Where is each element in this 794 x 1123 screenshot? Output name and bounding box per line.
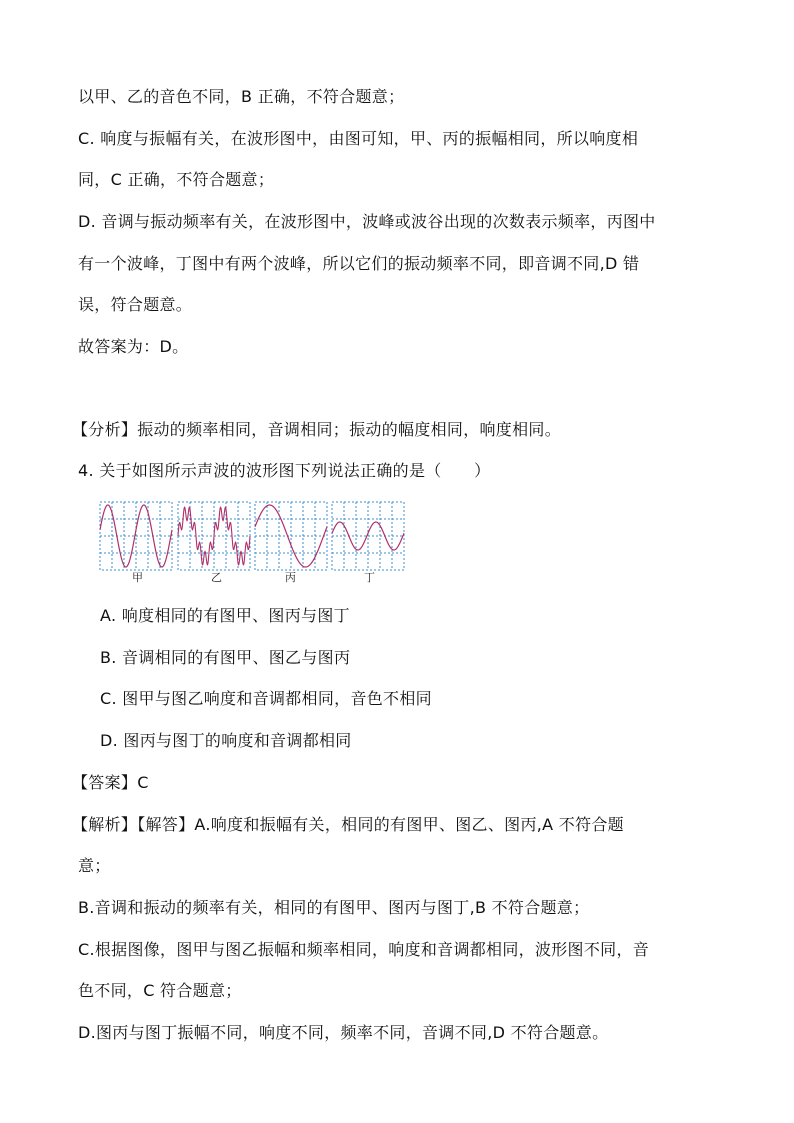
- text-line: 同，C 正确，不符合题意；: [78, 170, 275, 189]
- label-jia: 甲: [132, 571, 143, 584]
- question-text: 4. 关于如图所示声波的波形图下列说法正确的是（ ）: [78, 461, 491, 480]
- option-a: A. 响度相同的有图甲、图丙与图丁: [100, 606, 350, 625]
- explanation-line: 意；: [78, 856, 111, 875]
- text-line: 有一个波峰，丁图中有两个波峰，所以它们的振动频率不同，即音调不同,D 错: [78, 254, 640, 273]
- text-line: C. 响度与振幅有关，在波形图中，由图可知，甲、丙的振幅相同，所以响度相: [78, 129, 639, 148]
- explanation-line: 色不同，C 符合题意；: [78, 981, 242, 1000]
- option-c: C. 图甲与图乙响度和音调都相同，音色不相同: [100, 689, 432, 708]
- label-bing: 丙: [285, 571, 296, 584]
- explanation-line: B.音调和振动的频率有关，相同的有图甲、图丙与图丁,B 不符合题意；: [78, 898, 590, 917]
- label-yi: 乙: [211, 571, 222, 584]
- explanation-line: D.图丙与图丁振幅不同，响度不同，频率不同，音调不同,D 不符合题意。: [78, 1023, 609, 1042]
- explanation-line: 【解析】【解答】A.响度和振幅有关，相同的有图甲、图乙、图丙,A 不符合题: [72, 815, 624, 834]
- answer-text: 【答案】C: [72, 773, 149, 792]
- text-line: 以甲、乙的音色不同，B 正确，不符合题意；: [78, 87, 405, 106]
- waveform-figure: [98, 500, 408, 590]
- text-line: 故答案为：D。: [78, 337, 189, 356]
- analysis-text: 【分析】振动的频率相同，音调相同；振动的幅度相同，响度相同。: [72, 420, 562, 439]
- text-line: D. 音调与振动频率有关，在波形图中，波峰或波谷出现的次数表示频率，丙图中: [78, 212, 656, 231]
- explanation-line: C.根据图像，图甲与图乙振幅和频率相同，响度和音调都相同，波形图不同，音: [78, 940, 650, 959]
- grid-layer: [100, 502, 404, 570]
- waveform-diagram: [98, 500, 408, 572]
- option-b: B. 音调相同的有图甲、图乙与图丙: [100, 648, 351, 667]
- label-ding: 丁: [364, 571, 375, 584]
- option-d: D. 图丙与图丁的响度和音调都相同: [100, 731, 352, 750]
- text-line: 误，符合题意。: [78, 295, 193, 314]
